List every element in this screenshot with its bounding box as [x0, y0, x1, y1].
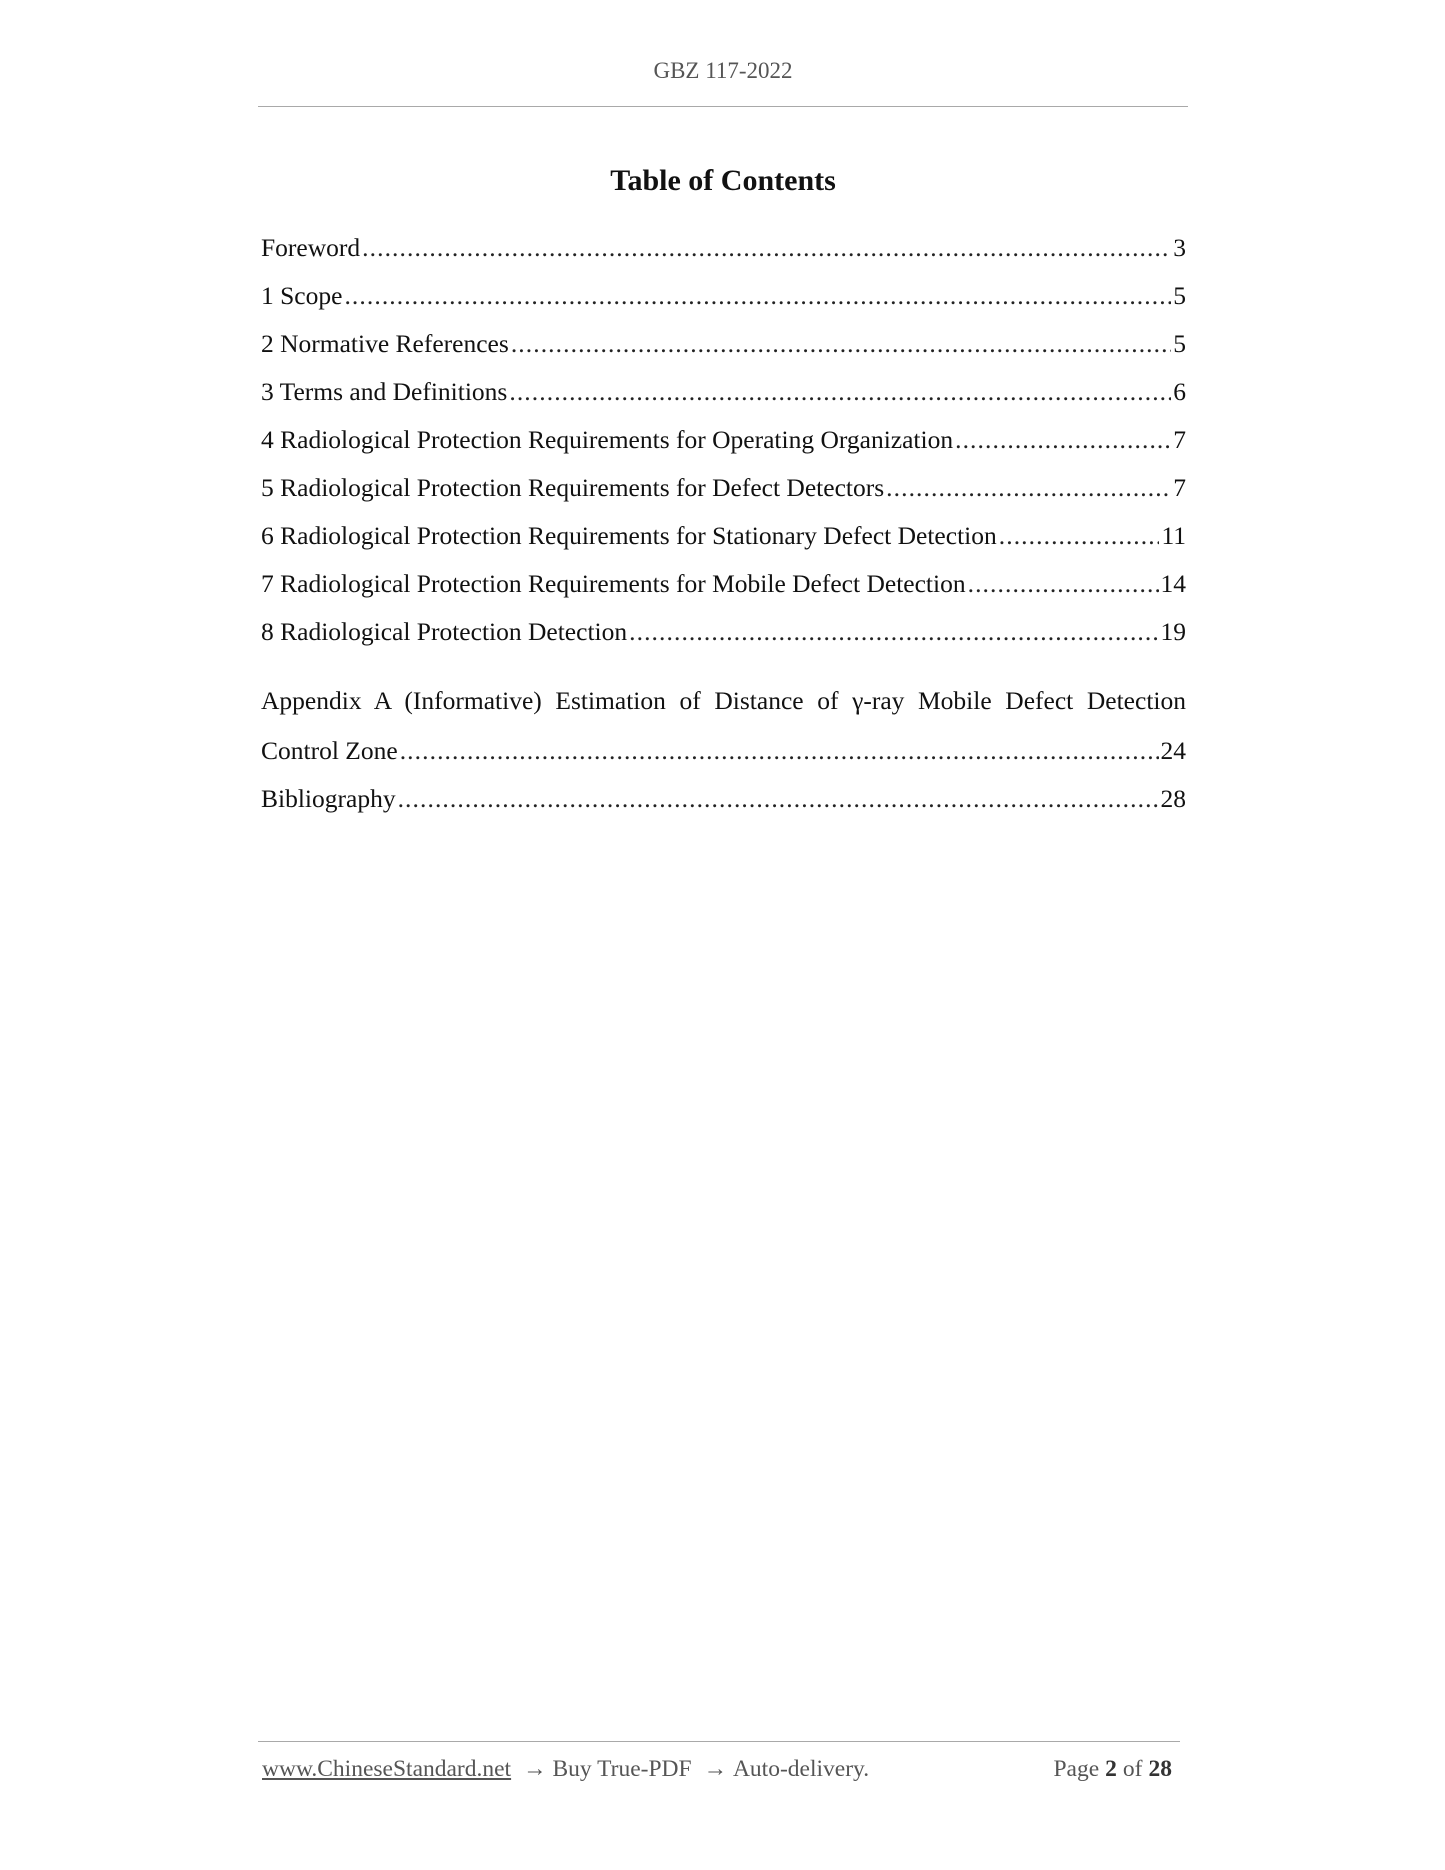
toc-entry-mobile-detection[interactable]	[261, 567, 1186, 615]
toc-dot-leader	[398, 782, 1159, 816]
toc-dot-leader	[968, 567, 1159, 601]
toc-entry-label: 4 Radiological Protection Requirements for Operating Organization	[261, 425, 954, 454]
toc-entry-page: 28	[1160, 784, 1186, 813]
toc-dot-leader	[511, 327, 1171, 361]
footer-promo	[262, 1756, 869, 1783]
toc-entry-label-line1: Appendix A (Informative) Estimation of Distance of γ-ray Mobile Defect Detection	[261, 686, 1186, 715]
page-word: Page	[1053, 1756, 1100, 1782]
toc-entry-label: 1 Scope	[261, 281, 343, 310]
toc-entry-page: 7	[1173, 473, 1186, 502]
toc-entry-page: 7	[1173, 425, 1186, 454]
toc-entry-label: 3 Terms and Definitions	[261, 377, 508, 406]
page-number-indicator	[1053, 1756, 1178, 1783]
toc-title: Table of Contents	[610, 164, 836, 197]
toc-entry-bibliography[interactable]	[261, 782, 1186, 830]
toc-dot-leader	[509, 375, 1171, 409]
toc-dot-leader	[629, 615, 1158, 649]
toc-entry-label: 2 Normative References	[261, 329, 509, 358]
toc-entry-label: Bibliography	[261, 784, 396, 813]
toc-entry-scope[interactable]	[261, 279, 1186, 327]
toc-entry-defect-detectors[interactable]	[261, 471, 1186, 519]
toc-entry-stationary-detection[interactable]	[261, 519, 1186, 567]
toc-entry-page: 14	[1160, 569, 1186, 598]
toc-entry-appendix-a-continuation	[261, 734, 1186, 782]
buy-true-pdf-text: Buy True-PDF	[552, 1756, 692, 1782]
website-link[interactable]: www.ChineseStandard.net	[262, 1756, 512, 1782]
toc-list	[261, 231, 1186, 663]
toc-dot-leader	[400, 734, 1159, 768]
toc-entry-label: 5 Radiological Protection Requirements for Defect Detectors	[261, 473, 885, 502]
of-word: of	[1122, 1756, 1143, 1782]
toc-appendix-list	[261, 684, 1186, 830]
document-code-header: GBZ 117-2022	[653, 58, 793, 83]
page-footer	[262, 1756, 1178, 1783]
toc-entry-normative-references[interactable]	[261, 327, 1186, 375]
toc-entry-appendix-a[interactable]	[261, 684, 1186, 782]
footer-divider	[258, 1741, 1180, 1742]
current-page-number: 2	[1105, 1756, 1117, 1782]
auto-delivery-text: Auto-delivery.	[732, 1756, 870, 1782]
arrow-right-icon: →	[703, 1756, 727, 1782]
toc-entry-page: 5	[1173, 329, 1186, 358]
toc-entry-label: 8 Radiological Protection Detection	[261, 617, 628, 646]
header-divider	[258, 106, 1188, 107]
toc-dot-leader	[362, 231, 1171, 265]
toc-dot-leader	[955, 423, 1171, 457]
toc-entry-foreword[interactable]	[261, 231, 1186, 279]
toc-entry-label: 6 Radiological Protection Requirements for Stationary Defect Detection	[261, 521, 997, 550]
toc-entry-label-line2: Control Zone	[261, 736, 398, 765]
toc-entry-page: 3	[1173, 233, 1186, 262]
toc-entry-protection-detection[interactable]	[261, 615, 1186, 663]
toc-entry-page: 11	[1161, 521, 1186, 550]
total-pages-number: 28	[1148, 1756, 1172, 1782]
toc-dot-leader	[999, 519, 1160, 553]
toc-dot-leader	[886, 471, 1171, 505]
toc-entry-label: Foreword	[261, 233, 361, 262]
toc-dot-leader	[344, 279, 1171, 313]
toc-entry-page: 6	[1173, 377, 1186, 406]
toc-entry-page: 24	[1160, 736, 1186, 765]
toc-entry-operating-organization[interactable]	[261, 423, 1186, 471]
toc-entry-terms-definitions[interactable]	[261, 375, 1186, 423]
toc-entry-page: 19	[1160, 617, 1186, 646]
toc-entry-page: 5	[1173, 281, 1186, 310]
toc-entry-label: 7 Radiological Protection Requirements for Mobile Defect Detection	[261, 569, 966, 598]
arrow-right-icon: →	[522, 1756, 547, 1782]
